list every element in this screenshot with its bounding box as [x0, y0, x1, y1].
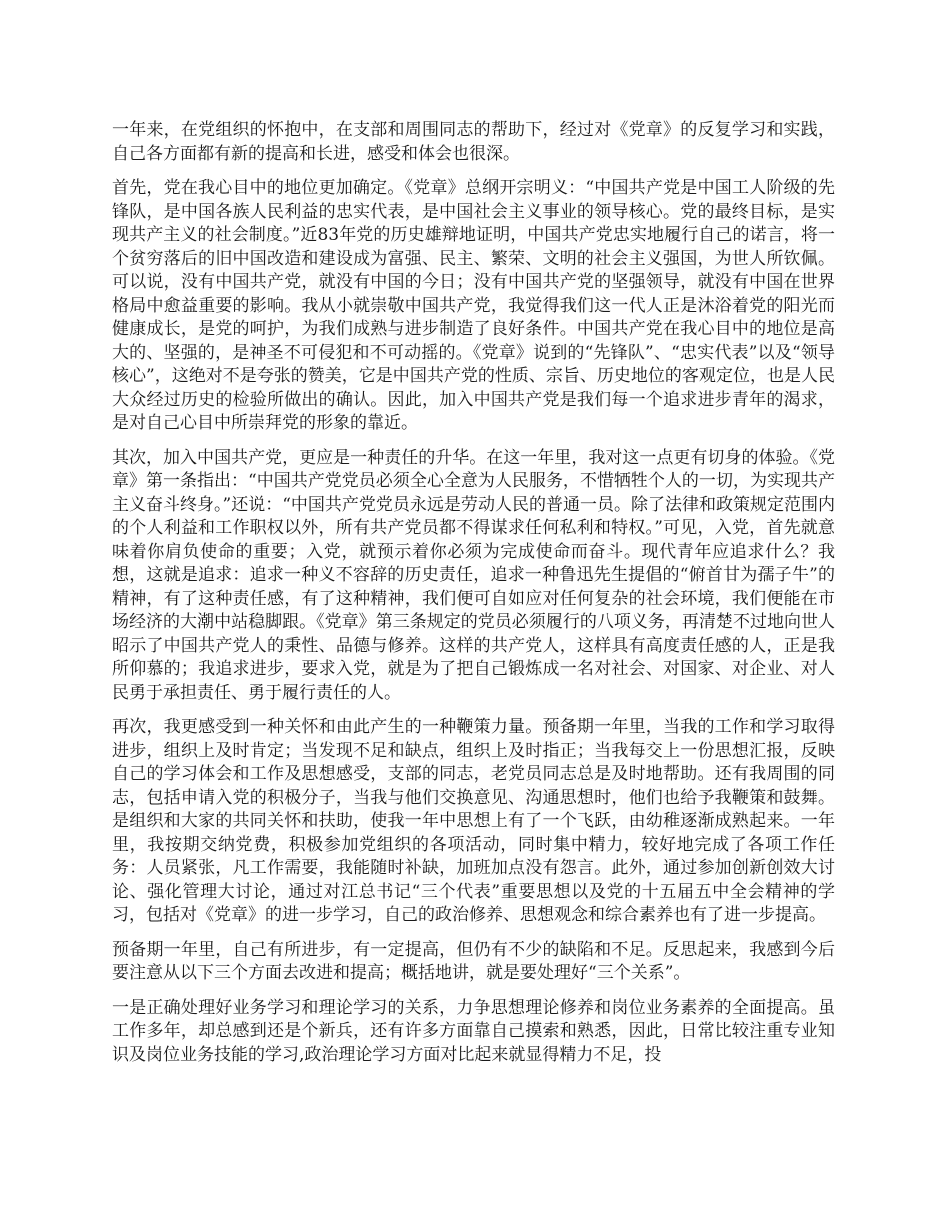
paragraph-party-status: 首先，党在我心目中的地位更加确定。《党章》总纲开宗明义：“中国共产党是中国工人阶级的先锋队，是中国各族人民利益的忠实代表，是中国社会主义事业的领导核心。党的最终目标，是实现共产主义的社会制度。”近83年党的历史雄辩地证明，中国共产党忠实地履行自己的诺言，将一个贫穷落后的旧中国改造和建设成为富强、民主、繁荣、文明的社会主义强国，为世人所钦佩。可以说，没有中国共产党，就没有中国的今日；没有中国共产党的坚强领导，就没有中国在世界格局中愈益重要的影响。我从小就崇敬中国共产党，我觉得我们这一代人正是沐浴着党的阳光而健康成长，是党的呵护，为我们成熟与进步制造了良好条件。中国共产党在我心目中的地位是高大的、坚强的，是神圣不可侵犯和不可动摇的。《党章》说到的“先锋队”、“忠实代表”以及“领导核心”，这绝对不是夸张的赞美，它是中国共产党的性质、宗旨、历史地位的客观定位，也是人民大众经过历史的检验所做出的确认。因此，加入中国共产党是我们每一个追求进步青年的渴求，是对自己心目中所崇拜党的形象的靠近。	[112, 178, 835, 433]
document-body	[112, 119, 835, 1078]
paragraph-shortcomings: 预备期一年里，自己有所进步，有一定提高，但仍有不少的缺陷和不足。反思起来，我感到今后要注意从以下三个方面去改进和提高；概括地讲，就是要处理好“三个关系”。	[112, 939, 835, 983]
paragraph-care-and-motivation: 再次，我更感受到一种关怀和由此产生的一种鞭策力量。预备期一年里，当我的工作和学习取得进步，组织上及时肯定；当发现不足和缺点，组织上及时指正；当我每交上一份思想汇报，反映自己的学习体会和工作及思想感受，支部的同志，老党员同志总是及时地帮助。还有我周围的同志，包括申请入党的积极分子，当我与他们交换意见、沟通思想时，他们也给予我鞭策和鼓舞。是组织和大家的共同关怀和扶助，使我一年中思想上有了一个飞跃，由幼稚逐渐成熟起来。一年里，我按期交纳党费，积极参加党组织的各项活动，同时集中精力，较好地完成了各项工作任务：人员紧张，凡工作需要，我能随时补缺，加班加点没有怨言。此外，通过参加创新创效大讨论、强化管理大讨论，通过对江总书记“三个代表”重要思想以及党的十五届五中全会精神的学习，包括对《党章》的进一步学习，自己的政治修养、思想观念和综合素养也有了进一步提高。	[112, 717, 835, 925]
paragraph-intro: 一年来，在党组织的怀抱中，在支部和周围同志的帮助下，经过对《党章》的反复学习和实践，自己各方面都有新的提高和长进，感受和体会也很深。	[112, 120, 835, 164]
paragraph-responsibility: 其次，加入中国共产党，更应是一种责任的升华。在这一年里，我对这一点更有切身的体验。《党章》第一条指出：“中国共产党党员必须全心全意为人民服务，不惜牺牲个人的一切，为实现共产主义奋斗终身。”还说：“中国共产党党员永远是劳动人民的普通一员。除了法律和政策规定范围内的个人利益和工作职权以外，所有共产党员都不得谋求任何私利和特权。”可见，入党，首先就意味着你肩负使命的重要；入党，就预示着你必须为完成使命而奋斗。现代青年应追求什么？我想，这就是追求：追求一种义不容辞的历史责任，追求一种鲁迅先生提倡的“俯首甘为孺子牛”的精神，有了这种责任感，有了这种精神，我们便可自如应对任何复杂的社会环境，我们便能在市场经济的大潮中站稳脚跟。《党章》第三条规定的党员必须履行的八项义务，再清楚不过地向世人昭示了中国共产党人的秉性、品德与修养。这样的共产党人，这样具有高度责任感的人，正是我所仰慕的；我追求进步，要求入党，就是为了把自己锻炼成一名对社会、对国家、对企业、对人民勇于承担责任、勇于履行责任的人。	[112, 447, 835, 703]
paragraph-first-relationship: 一是正确处理好业务学习和理论学习的关系，力争思想理论修养和岗位业务素养的全面提高。虽工作多年，却总感到还是个新兵，还有许多方面靠自己摸索和熟悉，因此，日常比较注重专业知识及岗位业务技能的学习,政治理论学习方面对比起来就显得精力不足，投	[112, 997, 835, 1065]
